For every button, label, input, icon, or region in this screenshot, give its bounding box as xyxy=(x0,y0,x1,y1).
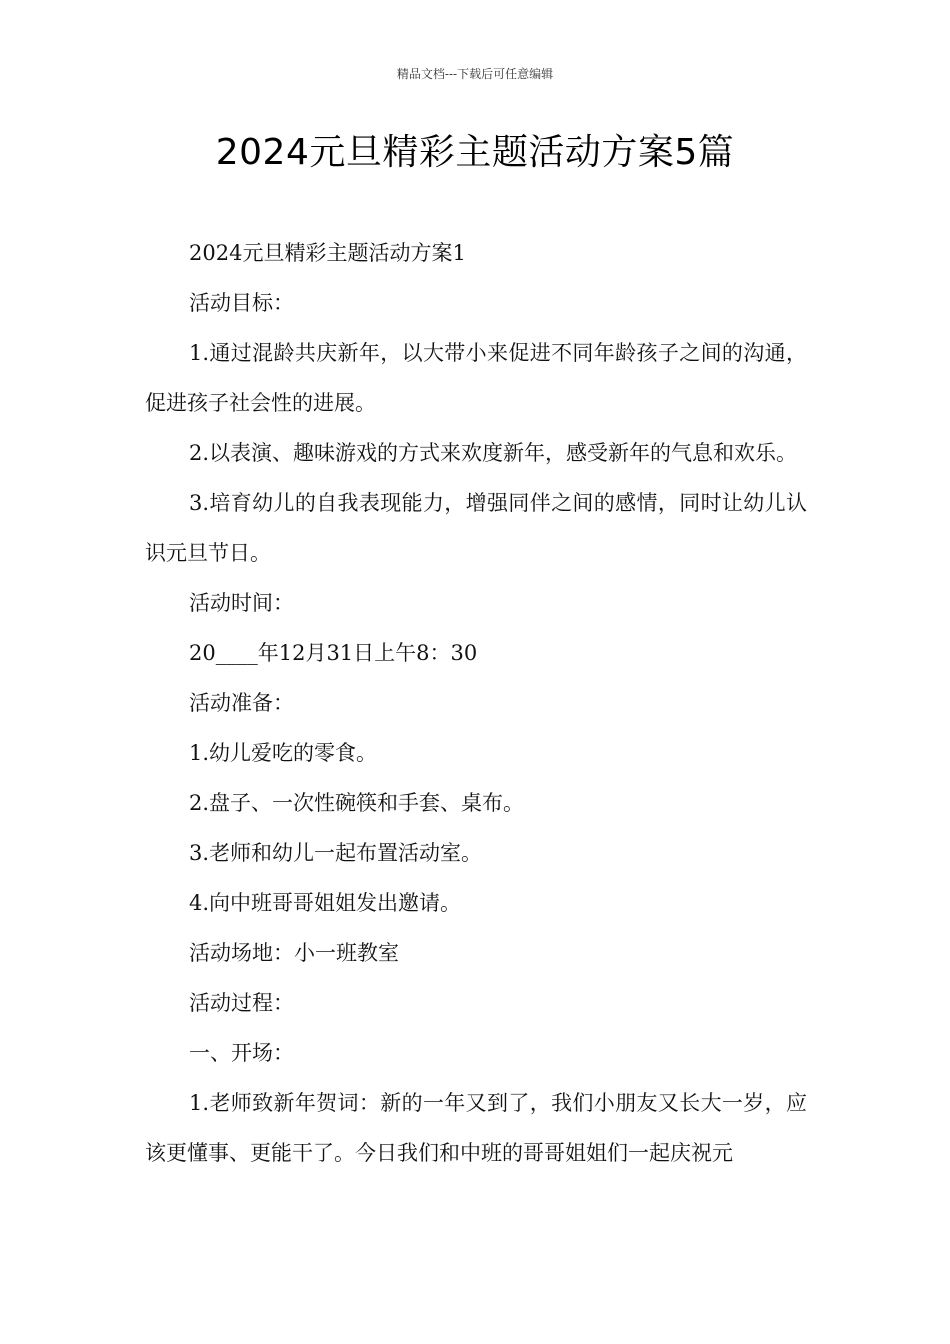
goal-item-2: 2.以表演、趣味游戏的方式来欢度新年，感受新年的气息和欢乐。 xyxy=(189,441,798,465)
header-note: 精品文档---下载后可任意编辑 xyxy=(396,67,554,81)
goal-item-1: 1.通过混龄共庆新年，以大带小来促进不同年龄孩子之间的沟通，促进孩子社会性的进展。 xyxy=(145,341,807,415)
time-heading: 活动时间： xyxy=(189,591,294,615)
document-body xyxy=(145,228,807,1178)
preparation-item-1: 1.幼儿爱吃的零食。 xyxy=(189,741,378,765)
goal-heading: 活动目标： xyxy=(189,291,294,315)
opening-item-1: 1.老师致新年贺词：新的一年又到了，我们小朋友又长大一岁，应该更懂事、更能干了。今日我们和中班的哥哥姐姐们一起庆祝元 xyxy=(145,1091,807,1165)
venue-line: 活动场地：小一班教室 xyxy=(189,941,399,965)
preparation-item-4: 4.向中班哥哥姐姐发出邀请。 xyxy=(189,891,462,915)
section-heading: 2024元旦精彩主题活动方案1 xyxy=(189,241,466,265)
preparation-item-3: 3.老师和幼儿一起布置活动室。 xyxy=(189,841,483,865)
time-value: 20____年12月31日上午8：30 xyxy=(189,641,478,665)
goal-item-3: 3.培育幼儿的自我表现能力，增强同伴之间的感情，同时让幼儿认识元旦节日。 xyxy=(145,491,807,565)
document-title: 2024元旦精彩主题活动方案5篇 xyxy=(215,132,735,173)
preparation-item-2: 2.盘子、一次性碗筷和手套、桌布。 xyxy=(189,791,525,815)
opening-heading: 一、开场： xyxy=(189,1041,294,1065)
preparation-heading: 活动准备： xyxy=(189,691,294,715)
process-heading: 活动过程： xyxy=(189,991,294,1015)
